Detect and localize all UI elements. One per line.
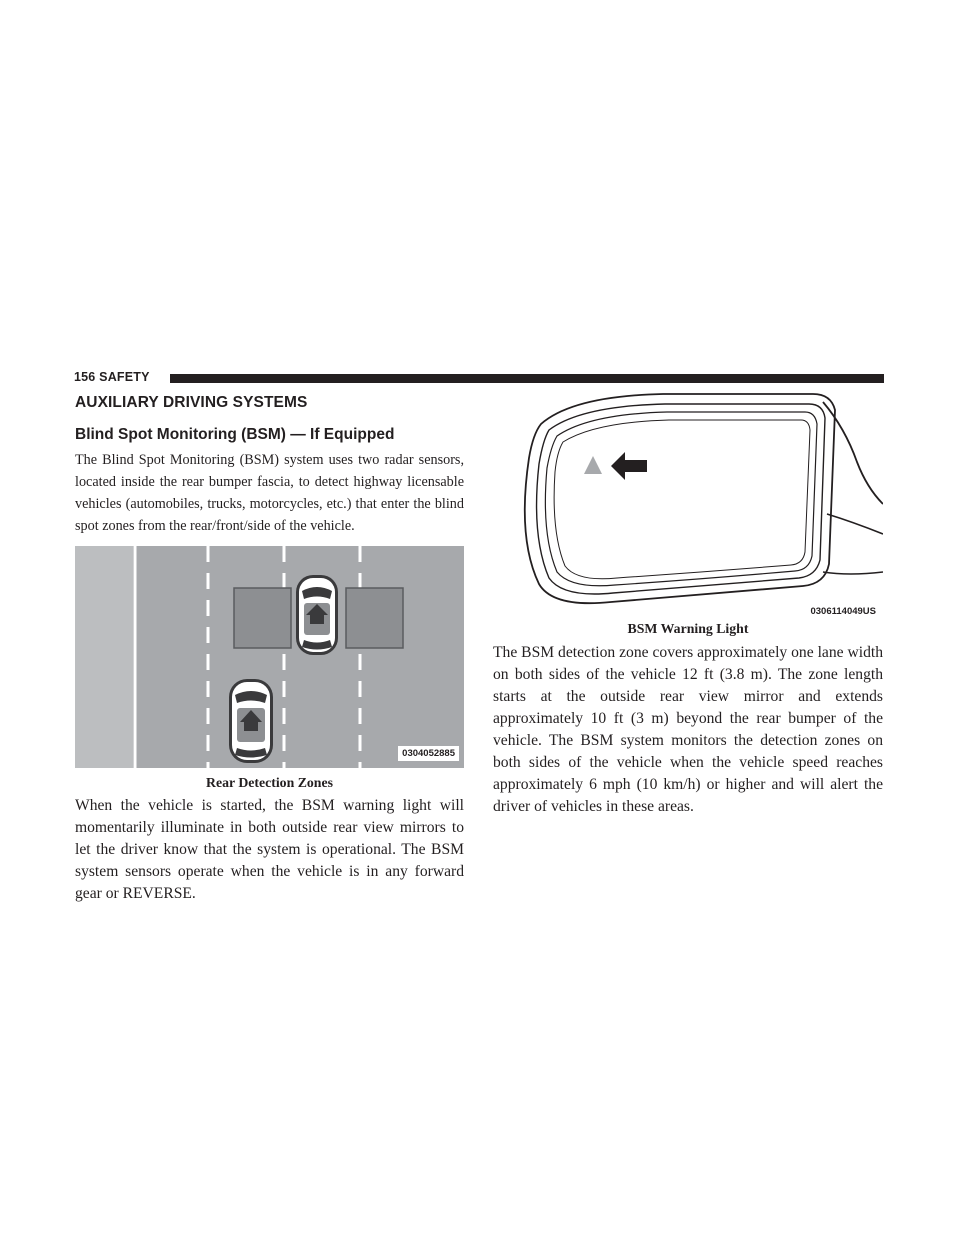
left-detection-zone xyxy=(234,588,291,648)
bsm-warning-light-figure xyxy=(493,388,883,620)
front-vehicle xyxy=(296,575,338,655)
pointer-arrow-icon xyxy=(611,452,647,480)
subsection-title: Blind Spot Monitoring (BSM) — If Equipped xyxy=(75,426,395,443)
right-detection-zone xyxy=(346,588,403,648)
figure-code: 0304052885 xyxy=(398,746,459,761)
detection-zone-paragraph: The BSM detection zone covers approximately one lane width on both sides of the vehicle 12 ft (3.8 m). The zone length starts at the outside rear view mirror and extends approximately 10 ft (3 m) beyond the rear bumper of the vehicle. The BSM system monitors the detection zones on both sides of the vehicle when the vehicle speed reaches approximately 6 mph (10 km/h) or higher and will alert the driver of vehicles in these areas. xyxy=(493,644,883,815)
mirror-glass-border xyxy=(545,412,817,586)
mirror-base xyxy=(823,572,883,574)
figure-caption: BSM Warning Light xyxy=(627,621,749,636)
page-header xyxy=(74,369,884,389)
page-number: 156 xyxy=(74,370,96,384)
rear-detection-zones-figure xyxy=(75,546,464,768)
left-column xyxy=(75,392,464,905)
mirror-arm-lower xyxy=(827,514,883,534)
bsm-warning-light-icon xyxy=(584,456,602,474)
header-rule xyxy=(170,374,884,383)
mirror-glass xyxy=(554,420,810,579)
rear-vehicle xyxy=(229,679,273,763)
page-header-label xyxy=(74,370,150,384)
intro-paragraph: The Blind Spot Monitoring (BSM) system uses two radar sensors, located inside the rear bumper fascia, to detect highway licensable vehicles (automobiles, trucks, motorcycles, etc.) that enter the blind spot zones from the rear/front/side of the vehicle. xyxy=(75,452,464,534)
warning-light-paragraph: When the vehicle is started, the BSM warning light will momentarily illuminate in both outside rear view mirrors to let the driver know that the system is operational. The BSM system sensors operate when the vehicle is in any forward gear or REVERSE. xyxy=(75,797,464,902)
right-column xyxy=(493,392,883,818)
rear-detection-zones-illustration xyxy=(75,546,464,768)
side-mirror-illustration xyxy=(493,388,883,620)
figure-caption: Rear Detection Zones xyxy=(206,775,333,790)
section-name: SAFETY xyxy=(99,370,150,384)
section-title: AUXILIARY DRIVING SYSTEMS xyxy=(75,394,308,411)
road-shoulder xyxy=(75,546,133,768)
figure-code: 0306114049US xyxy=(810,606,876,617)
